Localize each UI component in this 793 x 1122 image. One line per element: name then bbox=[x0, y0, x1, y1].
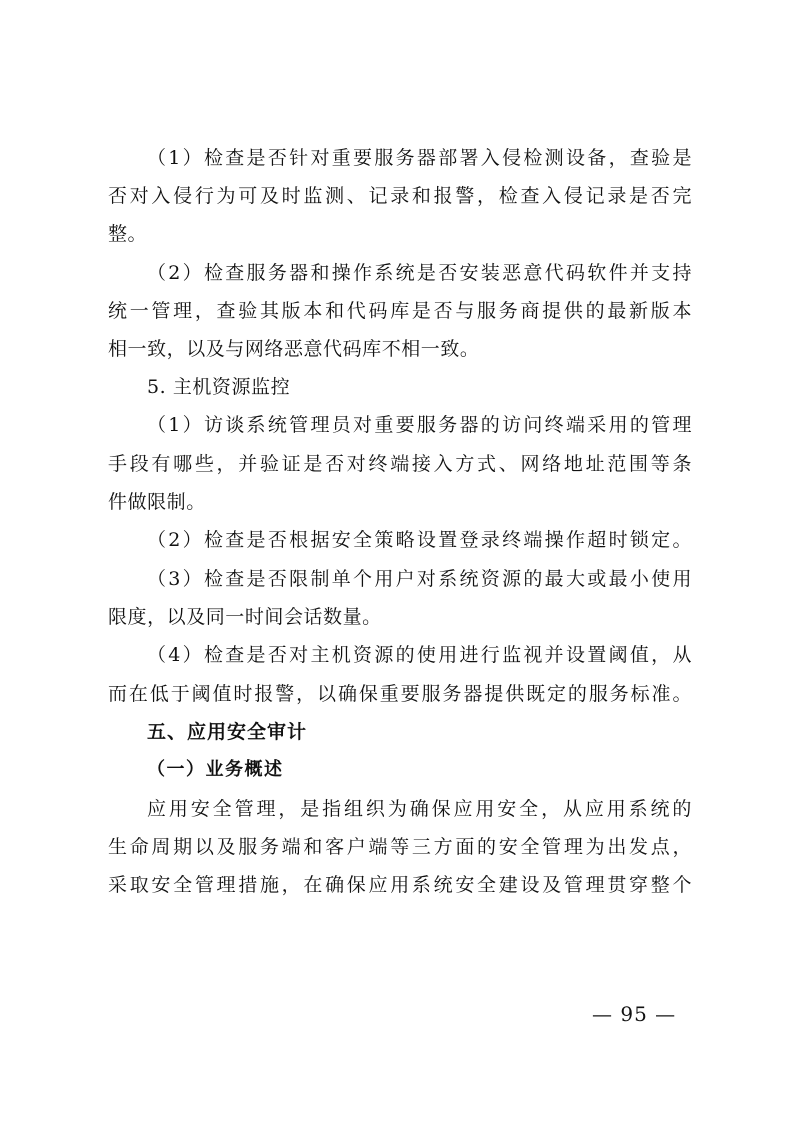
paragraph-line: 而在低于阈值时报警，以确保重要服务器提供既定的服务标准。 bbox=[108, 683, 692, 705]
paragraph-line: （3）检查是否限制单个用户对系统资源的最大或最小使用 bbox=[147, 568, 692, 590]
subsection-heading: （一）业务概述 bbox=[147, 759, 284, 780]
page-number: — 95 — bbox=[592, 1002, 677, 1026]
paragraph-line: 限度，以及同一时间会话数量。 bbox=[108, 606, 382, 628]
paragraph-line: 否对入侵行为可及时监测、记录和报警，检查入侵记录是否完 bbox=[108, 185, 692, 207]
chapter-heading: 五、应用安全审计 bbox=[147, 721, 308, 743]
paragraph-line: （2）检查服务器和操作系统是否安装恶意代码软件并支持 bbox=[147, 262, 692, 284]
paragraph-line: 整。 bbox=[108, 223, 148, 245]
paragraph-line: （4）检查是否对主机资源的使用进行监视并设置阈值，从 bbox=[147, 644, 692, 666]
paragraph-line: 相一致，以及与网络恶意代码库不相一致。 bbox=[108, 338, 480, 360]
paragraph-line: 采取安全管理措施，在确保应用系统安全建设及管理贯穿整个 bbox=[108, 874, 692, 896]
paragraph-line: （1）访谈系统管理员对重要服务器的访问终端采用的管理 bbox=[147, 414, 692, 436]
section-title: 5. 主机资源监控 bbox=[147, 376, 291, 398]
paragraph-line: 件做限制。 bbox=[108, 491, 206, 513]
paragraph-line: 生命周期以及服务端和客户端等三方面的安全管理为出发点， bbox=[108, 836, 692, 858]
paragraph-line: （2）检查是否根据安全策略设置登录终端操作超时锁定。 bbox=[147, 529, 692, 551]
paragraph-line: （1）检查是否针对重要服务器部署入侵检测设备，查验是 bbox=[147, 147, 692, 169]
paragraph-line: 应用安全管理，是指组织为确保应用安全，从应用系统的 bbox=[147, 798, 692, 820]
paragraph-line: 统一管理，查验其版本和代码库是否与服务商提供的最新版本 bbox=[108, 300, 692, 322]
paragraph-line: 手段有哪些，并验证是否对终端接入方式、网络地址范围等条 bbox=[108, 453, 692, 475]
